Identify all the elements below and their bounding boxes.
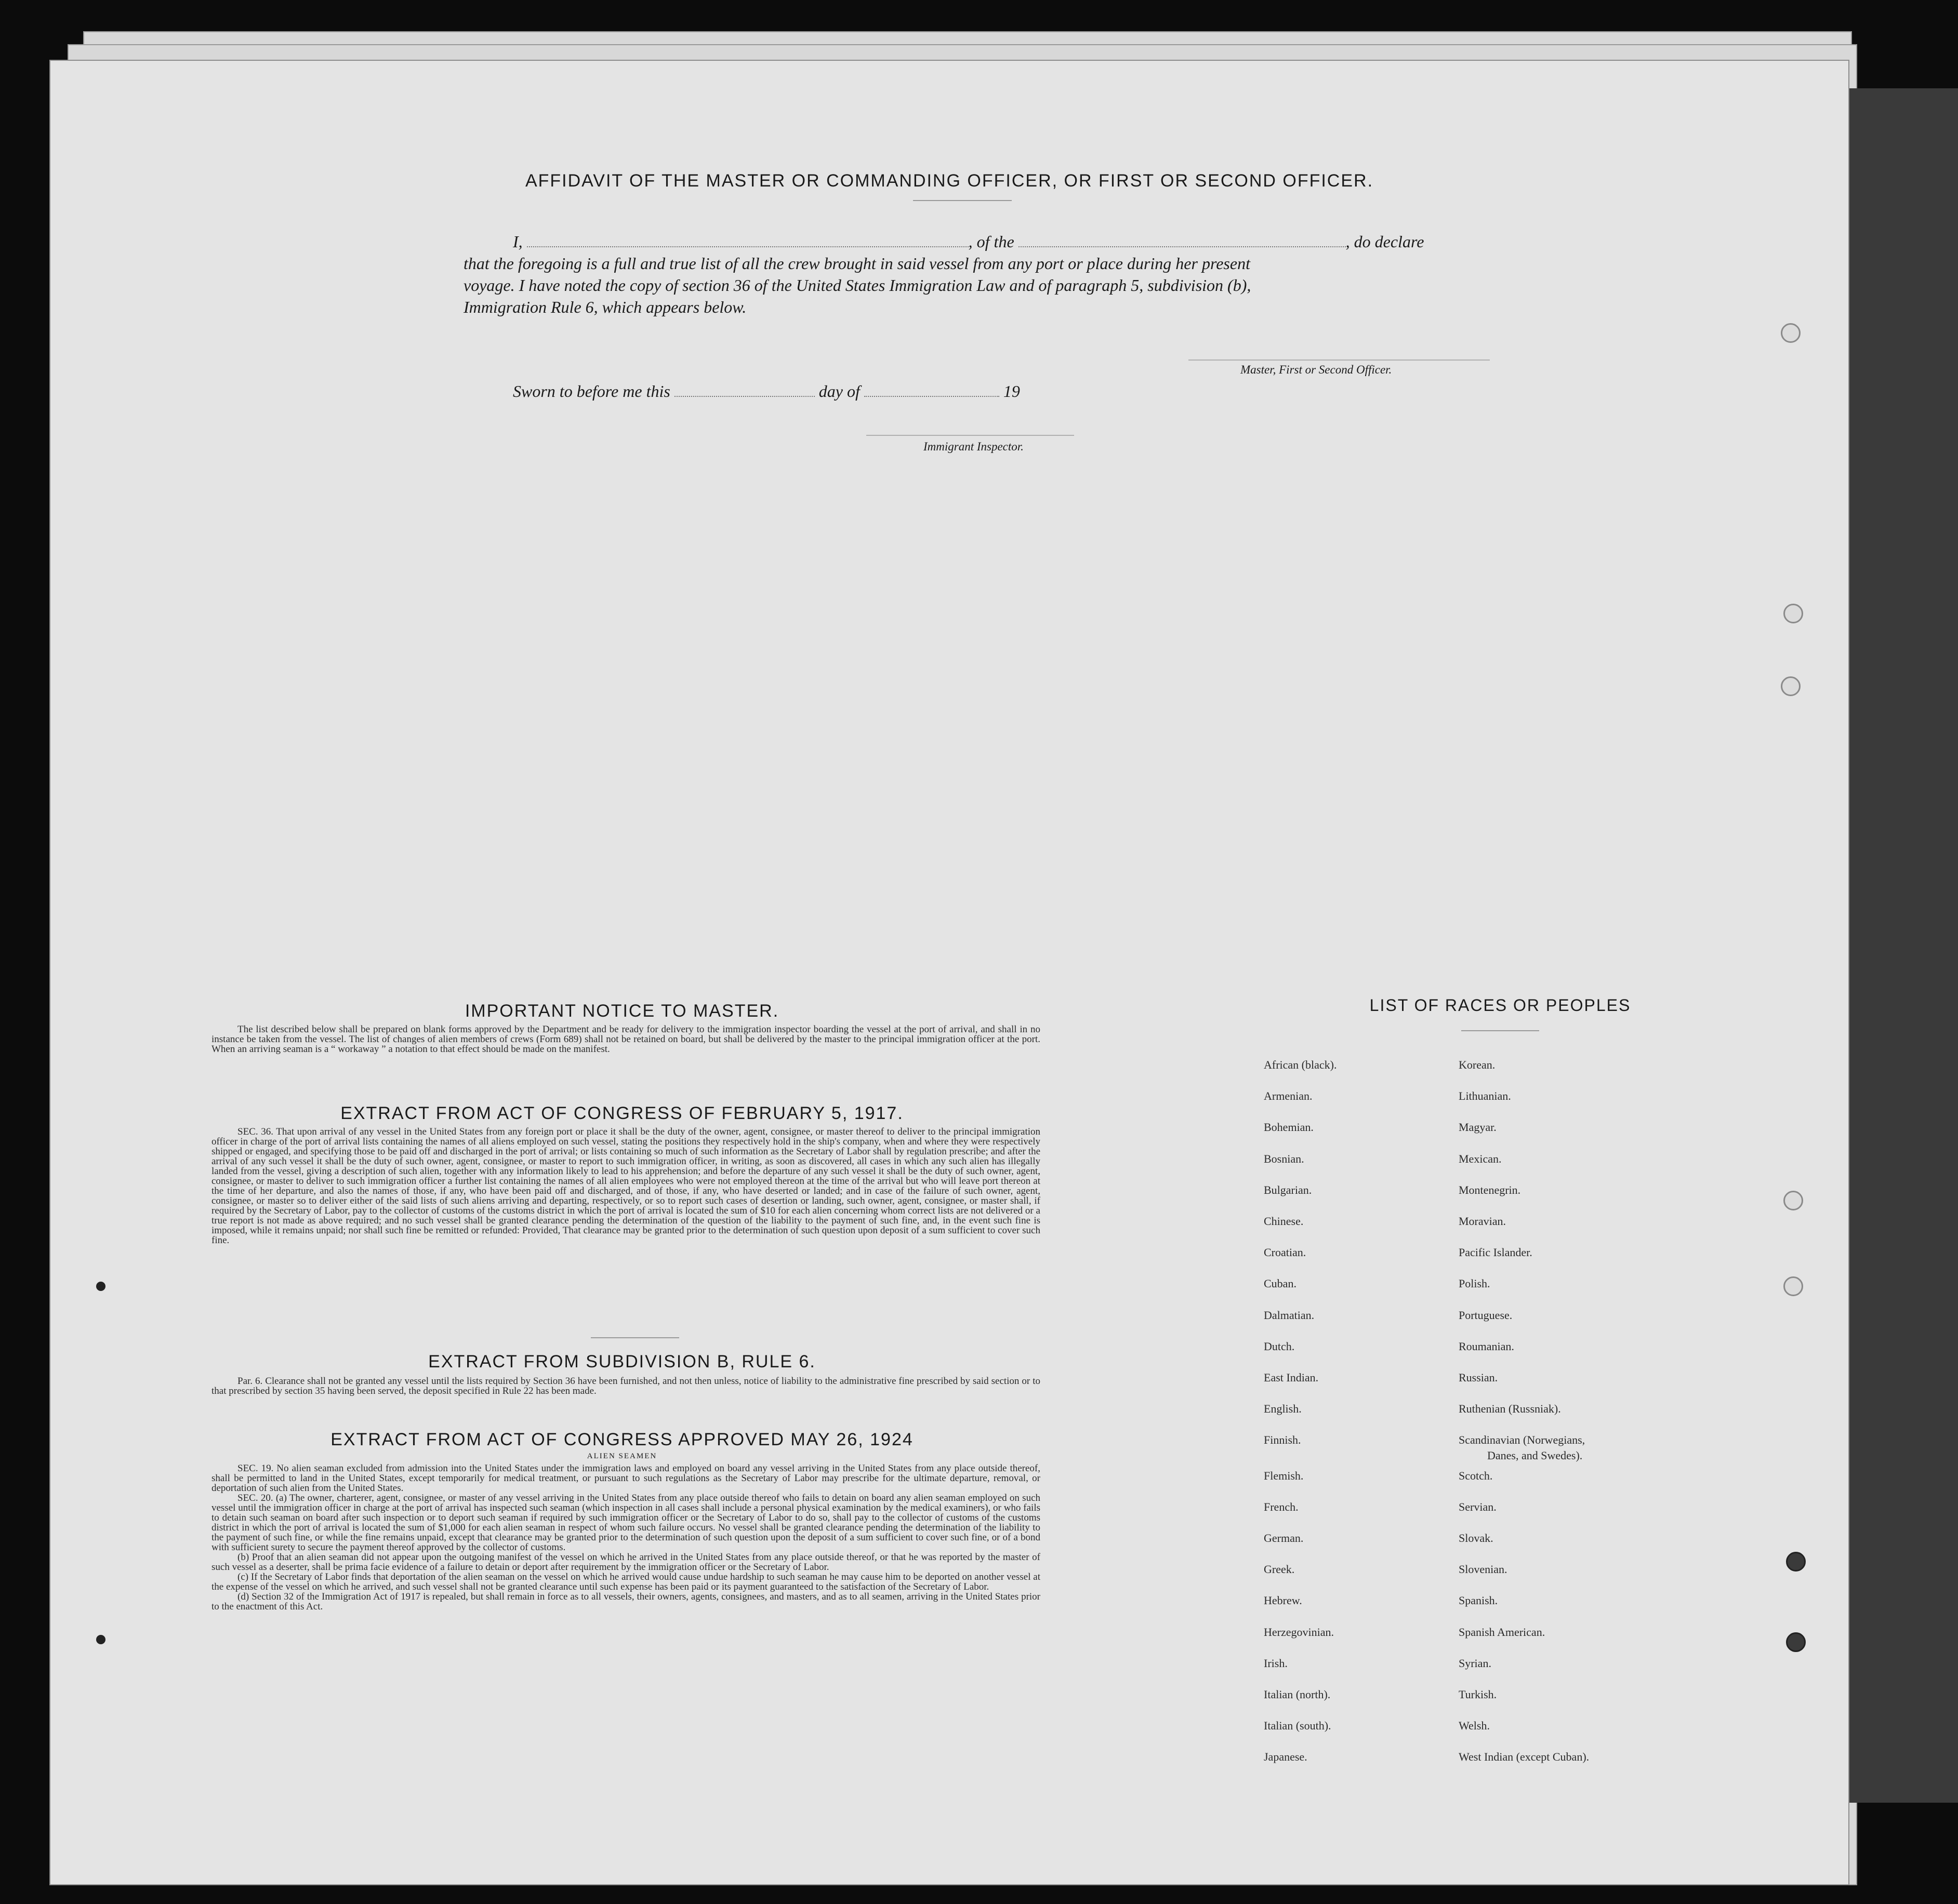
binder-hole (1781, 323, 1801, 343)
punch-mark (96, 1635, 105, 1644)
form-page (49, 60, 1849, 1885)
race-item: Russian. (1459, 1371, 1498, 1384)
race-item: Slovak. (1459, 1532, 1493, 1544)
binder-hole (1783, 1276, 1803, 1296)
rule6-paragraph: Par. 6. Clearance shall not be granted any vessel until the lists required by Section 36 have been furnished, and not then unless, notice of liability to the administrative fine prescribed by said section or to that prescribed by section 35 having been served, the deposit specified in Rule 22 has been made. (211, 1376, 1040, 1396)
race-item: Moravian. (1459, 1215, 1506, 1228)
divider (913, 200, 1012, 201)
race-item: German. (1264, 1532, 1304, 1544)
race-item: English. (1264, 1402, 1302, 1416)
name-field[interactable] (527, 234, 969, 247)
race-item: Finnish. (1264, 1433, 1301, 1447)
race-item: Lithuanian. (1459, 1089, 1511, 1103)
year-label: 19 (1003, 382, 1020, 401)
sworn-month-field[interactable] (864, 383, 999, 397)
inspector-signature-line[interactable] (866, 435, 1074, 436)
race-item: Slovenian. (1459, 1563, 1507, 1576)
race-item: Spanish American. (1459, 1625, 1545, 1639)
binder-hole (1786, 1552, 1806, 1572)
race-item: Roumanian. (1459, 1339, 1514, 1353)
race-item: Chinese. (1264, 1215, 1304, 1228)
sworn-line (513, 382, 1020, 401)
race-item: Syrian. (1459, 1656, 1491, 1670)
race-item: Greek. (1264, 1563, 1295, 1576)
day-of-label: day of (818, 382, 860, 401)
race-item: Hebrew. (1264, 1594, 1302, 1607)
race-item: Servian. (1459, 1500, 1497, 1513)
sworn-label: Sworn to before me this (513, 382, 670, 401)
race-item: Dalmatian. (1264, 1308, 1315, 1322)
binder-hole (1783, 1191, 1803, 1210)
notice-text (211, 1024, 1040, 1054)
section-19-paragraph: SEC. 19. No alien seaman excluded from admission into the United States under the immigration laws and employed on board any vessel arriving in the United States from any place outside thereof, shall be permitted to land in the United States, except temporarily for medical treatment, or pursuant to such regulations as the Secretary of Labor may prescribe for the ultimate departure, removal, or deportation of such alien from the United States. (211, 1463, 1040, 1494)
extract-1924-title: EXTRACT FROM ACT OF CONGRESS APPROVED MAY 26, 1924 (330, 1430, 914, 1449)
race-item: Armenian. (1264, 1089, 1313, 1103)
do-declare-label: , do declare (1345, 232, 1424, 251)
race-item: Polish. (1459, 1277, 1490, 1290)
race-item: Dutch. (1264, 1339, 1295, 1353)
affidavit-line-4: Immigration Rule 6, which appears below. (464, 298, 747, 316)
notice-title: IMPORTANT NOTICE TO MASTER. (465, 1001, 779, 1021)
race-item: Spanish. (1459, 1594, 1498, 1607)
master-label: Master, First or Second Officer. (1240, 363, 1392, 376)
race-item: Scotch. (1459, 1469, 1493, 1482)
race-item: African (black). (1264, 1058, 1337, 1071)
divider (591, 1337, 679, 1338)
divider (1461, 1030, 1539, 1031)
alien-seamen-subtitle: ALIEN SEAMEN (587, 1452, 657, 1460)
extract-1924-text (211, 1463, 1040, 1612)
affidavit-line-1 (513, 232, 1424, 251)
of-the-label: , of the (968, 232, 1014, 251)
race-item: Herzegovinian. (1264, 1625, 1334, 1639)
race-item-continuation: Danes, and Swedes). (1487, 1449, 1583, 1462)
section-36-paragraph: SEC. 36. That upon arrival of any vessel in the United States from any foreign port or place it shall be the duty of the owner, agent, consignee, or master thereof to deliver to the principal immigration officer in charge of the port of arrival lists containing the names of all aliens employed on such vessel, stating the positions they respectively hold in the ship's company, when and where they were respectively shipped or engaged, and specifying those to be paid off and discharged in the port of arrival; or lists containing so much of such information as the Secretary of Labor shall by regulation prescribe; and after the arrival of any such vessel it shall be the duty of such owner, agent, consignee, or master to report to such immigration officer, in writing, as soon as discovered, all cases in which any such alien has illegally landed from the vessel, giving a description of such alien, together with any information likely to lead to his apprehension; and before the departure of any such vessel it shall be the duty of such owner, agent, consignee, or master to deliver to such immigration officer a further list containing the names of all alien employees who were not employed thereon at the time of the arrival but who will leave port thereon at the time of her departure, and also the names of those, if any, who have been paid off and discharged, and of those, if any, who have deserted or landed; and in case of the failure of such owner, agent, consignee, or master so to deliver either of the said lists of such aliens arriving and departing, respectively, or so to report such cases of desertion or landing, such owner, agent, consignee, or master shall, if required by the Secretary of Labor, pay to the collector of customs of the customs district in which the port of arrival is located the sum of $10 for each alien concerning whom correct lists are not delivered or a true report is not made as above required; and no such vessel shall be granted clearance pending the determination of the question of the liability to the payment of such fine, and, in the event such fine is imposed, while it remains unpaid; nor shall such fine be remitted or refunded: Provided, That clearance may be granted prior to the determination of such question upon deposit of a sum sufficient to cover such fine. (211, 1126, 1040, 1246)
race-item: Croatian. (1264, 1246, 1306, 1259)
race-item: Turkish. (1459, 1688, 1497, 1701)
race-item: East Indian. (1264, 1371, 1319, 1384)
race-item: Pacific Islander. (1459, 1246, 1532, 1259)
extract-rule6-title: EXTRACT FROM SUBDIVISION B, RULE 6. (428, 1352, 816, 1372)
race-item: Korean. (1459, 1058, 1496, 1071)
race-item: Scandinavian (Norwegians, (1459, 1433, 1585, 1447)
race-item: Bosnian. (1264, 1152, 1304, 1165)
pronoun: I, (513, 232, 523, 251)
race-item: French. (1264, 1500, 1299, 1513)
race-item: Flemish. (1264, 1469, 1304, 1482)
race-item: Japanese. (1264, 1750, 1307, 1764)
race-item: Portuguese. (1459, 1308, 1513, 1322)
race-item: Ruthenian (Russniak). (1459, 1402, 1561, 1416)
race-item: Italian (south). (1264, 1719, 1331, 1733)
section-20a-paragraph: SEC. 20. (a) The owner, charterer, agent, consignee, or master of any vessel arriving in the United States from any place outside thereof who fails to detain on board any alien seaman employed on such vessel until the immigration officer in charge at the port of arrival has inspected such seaman (which inspection in all cases shall include a personal physical examination by the medical examiners), or who fails to detain such seaman on board after such inspection or to deport such seaman if required by such immigration officer or the Secretary of Labor to do so, shall pay to the collector of customs of the customs district in which the port of arrival is located the sum of $1,000 for each alien seaman in respect of whom such failure occurs. No vessel shall be granted clearance pending the determination of the liability to the payment of such fine, or while the fine remains unpaid, except that clearance may be granted prior to the determination of such question upon the deposit of a sum sufficient to cover such fine, or of a bond with sufficient surety to secure the payment thereof approved by the collector of customs. (211, 1493, 1040, 1553)
extract-1917-text (211, 1127, 1040, 1245)
section-20b-paragraph: (b) Proof that an alien seaman did not appear upon the outgoing manifest of the vessel on which he arrived in the United States from any place outside thereof, or that he was reported by the master of such vessel as a deserter, shall be prima facie evidence of a failure to detain or deport after requirement by the immigration officer or the Secretary of Labor. (211, 1552, 1040, 1573)
affidavit-title: AFFIDAVIT OF THE MASTER OR COMMANDING OFFICER, OR FIRST OR SECOND OFFICER. (525, 171, 1374, 191)
race-item: Irish. (1264, 1656, 1288, 1670)
race-item: West Indian (except Cuban). (1459, 1750, 1590, 1764)
section-20c-paragraph: (c) If the Secretary of Labor finds that deportation of the alien seaman on the vessel on which he arrived would cause undue hardship to such seaman he may cause him to be deported on another vessel at the expense of the vessel on which he arrived, and such vessel shall not be granted clearance until such expense has been paid or its payment guaranteed to the satisfaction of the Secretary of Labor. (211, 1572, 1040, 1592)
extract-1917-title: EXTRACT FROM ACT OF CONGRESS OF FEBRUARY 5, 1917. (340, 1103, 904, 1123)
punch-mark (96, 1282, 105, 1291)
binder-hole (1781, 676, 1801, 696)
sworn-day-field[interactable] (674, 383, 815, 397)
vessel-field[interactable] (1018, 234, 1346, 247)
inspector-label: Immigrant Inspector. (923, 440, 1024, 453)
race-item: Cuban. (1264, 1277, 1296, 1290)
section-20d-paragraph: (d) Section 32 of the Immigration Act of 1917 is repealed, but shall remain in force as to all vessels, their owners, agents, consignees, and masters, and as to all seamen, arriving in the United States prior to the enactment of this Act. (211, 1591, 1040, 1612)
race-item: Magyar. (1459, 1121, 1497, 1134)
affidavit-line-3: voyage. I have noted the copy of section 36 of the United States Immigration Law and of paragraph 5, subdivision (b), (464, 276, 1251, 295)
races-title: LIST OF RACES OR PEOPLES (1369, 996, 1631, 1015)
master-signature-line[interactable] (1188, 360, 1490, 361)
race-item: Welsh. (1459, 1719, 1490, 1733)
binder-hole (1783, 604, 1803, 623)
race-item: Bohemian. (1264, 1121, 1314, 1134)
race-item: Montenegrin. (1459, 1183, 1521, 1196)
race-item: Bulgarian. (1264, 1183, 1312, 1196)
binder-hole (1786, 1632, 1806, 1652)
notice-paragraph: The list described below shall be prepared on blank forms approved by the Department and be ready for delivery to the immigration inspector boarding the vessel at the port of arrival, and shall in no instance be taken from the vessel. The list of changes of alien members of crews (Form 689) shall not be retained on board, but shall be delivered by the master to the principal immigration officer at the port. When an arriving seaman is a “ workaway ” a notation to that effect should be made on the manifest. (211, 1024, 1040, 1055)
affidavit-line-2: that the foregoing is a full and true list of all the crew brought in said vessel from any port or place during her present (464, 254, 1250, 273)
race-item: Mexican. (1459, 1152, 1502, 1165)
race-item: Italian (north). (1264, 1688, 1331, 1701)
extract-rule6-text (211, 1376, 1040, 1396)
